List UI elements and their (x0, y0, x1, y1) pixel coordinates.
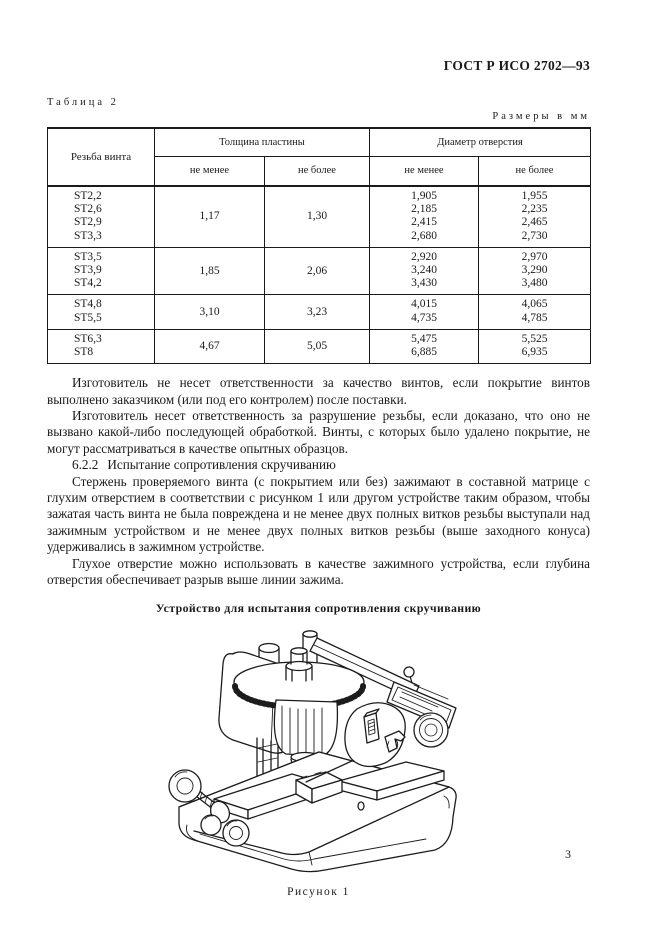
cell-diameter-max: 4,065 4,785 (479, 295, 591, 329)
cell-thickness-max: 2,06 (265, 247, 370, 295)
paragraph-test-procedure: Стержень проверяемого винта (с покрытием или без) зажимают в составной матрице с глухим отверстием в соответствии с рисунком 1 или другом устройстве таким образом, чтобы зажатая часть винта не была повреждена и не менее двух полных витков резьбы выступали над зажимным устройством и не менее двух полных витков резьбы (выше заходного конуса) удерживались в зажимном устройстве. (47, 473, 590, 555)
table-row (48, 295, 591, 329)
spindle-housing (274, 700, 337, 756)
cell-thickness-min: 3,10 (155, 295, 265, 329)
cell-thickness-min: 1,17 (155, 186, 265, 247)
arm-end-ball (414, 713, 448, 747)
table-row (48, 247, 591, 295)
column-group-thickness: Толщина пластины (155, 128, 370, 156)
column-header-diameter-max: не более (479, 156, 591, 186)
column-group-diameter: Диаметр отверстия (370, 128, 591, 156)
paragraph-blind-hole: Глухое отверстие можно использовать в качестве зажимного устройства, если глубина отверстия обеспечивает разрыв выше линии зажима. (47, 555, 590, 588)
body-text (47, 375, 590, 588)
cell-thickness-max: 1,30 (265, 186, 370, 247)
dimensions-table (47, 127, 591, 364)
cell-threads: ST3,5 ST3,9 ST4,2 (48, 247, 155, 295)
cell-threads: ST2,2 ST2,6 ST2,9 ST3,3 (48, 186, 155, 247)
column-header-thread: Резьба винта (48, 128, 155, 186)
die-half-threaded (364, 709, 379, 743)
section-number: 6.2.2 (72, 457, 99, 473)
column-header-diameter-min: не менее (370, 156, 479, 186)
cell-diameter-min: 5,475 6,885 (370, 329, 479, 363)
paragraph-liability-1: Изготовитель не несет ответственности за качество винтов, если покрытие винтов выполнено заказчиком (или под его контролем) после поставки. (47, 375, 590, 407)
table-label: Таблица 2 (47, 97, 119, 108)
cell-threads: ST6,3 ST8 (48, 329, 155, 363)
cell-thickness-min: 1,85 (155, 247, 265, 295)
cell-threads: ST4,8 ST5,5 (48, 295, 155, 329)
section-heading (47, 457, 590, 473)
cell-thickness-min: 4,67 (155, 329, 265, 363)
paragraph-liability-2: Изготовитель несет ответственность за разрушение резьбы, если доказано, что оно не вызвано какой-либо последующей обработкой. Винты, с которых было удалено покрытие, не могут рассматриваться в качестве опытных образцов. (47, 408, 590, 456)
column-header-thickness-max: не более (265, 156, 370, 186)
units-label: Размеры в мм (492, 111, 590, 122)
cell-diameter-min: 1,905 2,185 2,415 2,680 (370, 186, 479, 247)
figure-caption: Рисунок 1 (287, 885, 350, 898)
cell-thickness-max: 5,05 (265, 329, 370, 363)
column-header-thickness-min: не менее (155, 156, 265, 186)
page-number: 3 (565, 847, 571, 861)
figure-title: Устройство для испытания сопротивления скручиванию (155, 600, 482, 615)
cell-diameter-min: 4,015 4,735 (370, 295, 479, 329)
torsion-test-device-figure (154, 620, 484, 875)
cell-diameter-min: 2,920 3,240 3,430 (370, 247, 479, 295)
doc-number: ГОСТ Р ИСО 2702—93 (443, 58, 590, 73)
figure-box (47, 620, 590, 880)
section-title: Испытание сопротивления скручиванию (107, 457, 336, 473)
cell-diameter-max: 5,525 6,935 (479, 329, 591, 363)
cell-thickness-max: 3,23 (265, 295, 370, 329)
cell-diameter-max: 1,955 2,235 2,465 2,730 (479, 186, 591, 247)
table-row (48, 186, 591, 247)
cell-diameter-max: 2,970 3,290 3,480 (479, 247, 591, 295)
table-row (48, 329, 591, 363)
